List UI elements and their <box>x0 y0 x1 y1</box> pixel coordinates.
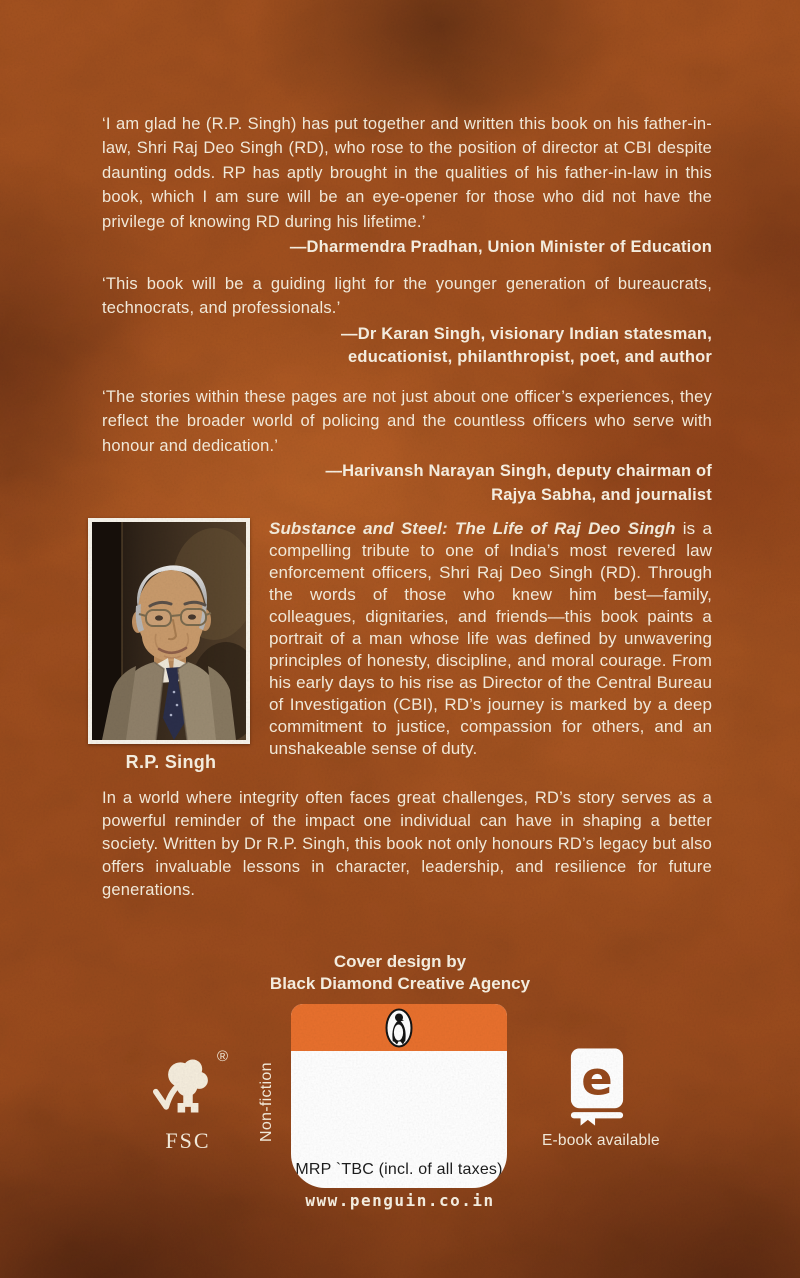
quote-attribution: —Dr Karan Singh, visionary Indian statesman, educationist, philanthropist, poet, and author <box>341 324 712 367</box>
synopsis-body: is a compelling tribute to one of India’s most revered law enforcement officers, Shri Raj Deo Singh (RD). Through the words of those who knew him best—family, colleagues, dignitaries, and friends—this book paints a portrait of a man whose life was defined by unwavering principles of honesty, discipline, and moral courage. From his early days to his rise as Director of the Central Bureau of Investigation (CBI), RD’s journey is marked by a deep commitment to justice, compassion for others, and an unshakeable sense of duty. <box>269 519 712 758</box>
quote-attribution: —Harivansh Narayan Singh, deputy chairman of Rajya Sabha, and journalist <box>325 462 712 504</box>
endorsement-quote-3 <box>102 385 712 507</box>
quote-text: ‘The stories within these pages are not just about one officer’s experiences, they reflect the broader world of policing and the countless officers who serve with honour and dedication.’ <box>102 388 712 455</box>
synopsis-section <box>88 518 712 773</box>
author-portrait-illustration <box>92 522 246 740</box>
price-label: MRP `TBC (incl. of all taxes) <box>295 1161 503 1178</box>
photo-caption: R.P. Singh <box>125 752 217 772</box>
author-photo-column <box>88 518 254 773</box>
ebook-label: E-book available <box>542 1132 660 1149</box>
category-label: Non-fiction <box>258 1062 275 1142</box>
quote-attribution: —Dharmendra Pradhan, Union Minister of Education <box>289 238 712 257</box>
price-barcode-panel <box>291 1004 507 1188</box>
endorsement-quote-1 <box>102 112 712 260</box>
penguin-brand-band <box>291 1004 507 1051</box>
cover-design-line2: Black Diamond Creative Agency <box>269 973 531 993</box>
cover-design-credit <box>0 951 800 994</box>
publisher-website: www.penguin.co.in <box>305 1191 495 1210</box>
fsc-certification <box>146 1050 230 1154</box>
quote-text: ‘I am glad he (R.P. Singh) has put together and written this book on his father-in-law, Shri Raj Deo Singh (RD), who rose to the position of director at CBI despite daunting odds. RP has aptly brought in the qualities of his father-in-law in this book, which I am sure will be an eye-opener for those who did not have the privilege of knowing RD during his lifetime.’ <box>102 115 712 231</box>
ebook-availability <box>542 1048 707 1150</box>
quote-text: ‘This book will be a guiding light for the younger generation of bureaucrats, technocrats, and professionals.’ <box>102 275 712 318</box>
synopsis-paragraph-2: In a world where integrity often faces great challenges, RD’s story serves as a powerful reminder of the impact one individual can have in shaping a better society. Written by Dr R.P. Singh, this book not only honours RD’s legacy but also offers invaluable lessons in character, leadership, and resilience for future generations. <box>102 789 712 899</box>
penguin-logo-icon <box>384 1008 414 1048</box>
author-photo <box>88 518 250 744</box>
cover-design-line1: Cover design by <box>333 952 467 971</box>
endorsement-quote-2 <box>102 272 712 370</box>
book-title-inline: Substance and Steel: The Life of Raj Deo Singh <box>269 519 676 538</box>
ebook-icon <box>568 1048 626 1126</box>
synopsis-paragraph-1 <box>269 518 712 773</box>
fsc-label: FSC <box>165 1128 211 1153</box>
registered-trademark-symbol: ® <box>216 1048 228 1065</box>
